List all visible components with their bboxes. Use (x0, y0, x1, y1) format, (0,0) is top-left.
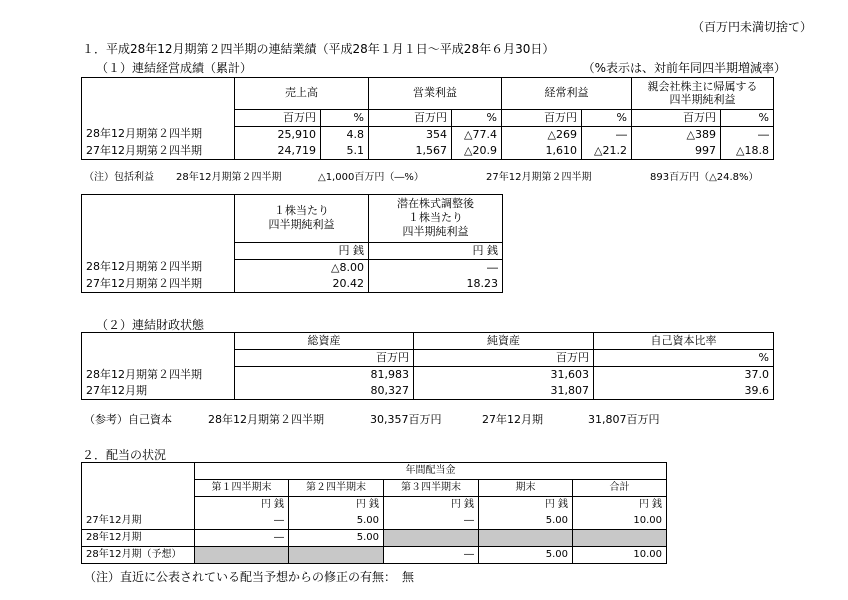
table-row (82, 530, 667, 547)
header-operating-income: 営業利益 (369, 78, 502, 110)
equity-prior-value: 31,807百万円 (588, 413, 660, 426)
unit-cell: 円 銭 (289, 497, 384, 514)
cell: 5.00 (479, 513, 573, 530)
header-total: 合計 (573, 480, 667, 497)
cell: 18.23 (369, 276, 503, 293)
comprehensive-income-prior-value: 893百万円（△24.8%） (650, 172, 759, 183)
corner-cell (82, 463, 195, 480)
empty-cell (82, 497, 195, 514)
header-total-assets: 総資産 (235, 333, 414, 350)
header-net-income (632, 78, 774, 110)
cell: 25,910 (235, 126, 321, 143)
empty-cell (82, 350, 235, 367)
cell: 10.00 (573, 513, 667, 530)
empty-cell (82, 480, 195, 497)
header-net-assets: 純資産 (414, 333, 594, 350)
unit-cell: % (721, 109, 774, 126)
header-eps (235, 195, 369, 243)
corner-cell (82, 333, 235, 350)
row-label: 28年12月期第２四半期 (82, 126, 235, 143)
unit-note: （百万円未満切捨て） (691, 20, 812, 34)
cell: 354 (369, 126, 452, 143)
unit-cell: 百万円 (502, 109, 582, 126)
cell: 5.00 (289, 513, 384, 530)
unit-cell: 円 銭 (573, 497, 667, 514)
unit-cell: % (321, 109, 369, 126)
shaded-cell (384, 530, 479, 547)
header-eps-line1: １株当たり (274, 204, 329, 218)
cell: 31,807 (414, 383, 594, 400)
row-label: 28年12月期第２四半期 (82, 367, 235, 384)
section-2-title: ２．配当の状況 (82, 448, 167, 462)
unit-cell: % (594, 350, 774, 367)
cell: △18.8 (721, 143, 774, 160)
header-equity-ratio: 自己資本比率 (594, 333, 774, 350)
cell: 5.1 (321, 143, 369, 160)
eps-table (81, 194, 503, 293)
unit-cell: % (452, 109, 502, 126)
header-diluted-eps (369, 195, 503, 243)
cell: 39.6 (594, 383, 774, 400)
shaded-cell (195, 547, 289, 564)
subsection-1-title: （１）連結経営成績（累計） (96, 61, 253, 75)
financial-position-table (81, 332, 774, 400)
cell: 80,327 (235, 383, 414, 400)
unit-cell: 百万円 (632, 109, 721, 126)
header-ordinary-income: 経常利益 (502, 78, 632, 110)
comprehensive-income-label: （注）包括利益 (84, 172, 154, 183)
equity-current-period: 28年12月期第２四半期 (208, 413, 324, 426)
empty-cell (82, 109, 235, 126)
cell: 1,567 (369, 143, 452, 160)
cell: 5.00 (479, 547, 573, 564)
unit-cell: 円 銭 (479, 497, 573, 514)
unit-cell: 円 銭 (384, 497, 479, 514)
header-diluted-eps-line2: １株当たり (408, 211, 463, 225)
unit-cell: 円 銭 (369, 242, 503, 259)
shaded-cell (289, 547, 384, 564)
cell: △269 (502, 126, 582, 143)
cell: △77.4 (452, 126, 502, 143)
header-q3-end: 第３四半期末 (384, 480, 479, 497)
row-label: 28年12月期 (82, 530, 195, 547)
cell: 1,610 (502, 143, 582, 160)
header-net-income-line1: 親会社株主に帰属する (647, 80, 758, 94)
comprehensive-income-current-value: △1,000百万円（―%） (318, 172, 424, 183)
cell: 10.00 (573, 547, 667, 564)
cell: 4.8 (321, 126, 369, 143)
equity-label: （参考）自己資本 (84, 413, 172, 426)
cell: 31,603 (414, 367, 594, 384)
unit-cell: 円 銭 (195, 497, 289, 514)
row-label: 28年12月期（予想） (82, 547, 195, 564)
header-diluted-eps-line3: 四半期純利益 (402, 225, 469, 239)
cell: ― (195, 530, 289, 547)
row-label: 27年12月期第２四半期 (82, 143, 235, 160)
dividend-table (81, 462, 667, 564)
cell: △8.00 (235, 259, 369, 276)
header-sales: 売上高 (235, 78, 369, 110)
subsection-2-title: （２）連結財政状態 (96, 318, 205, 332)
unit-cell: 百万円 (414, 350, 594, 367)
section-1-title: １．平成28年12月期第２四半期の連結業績（平成28年１月１日～平成28年６月30日） (82, 42, 555, 56)
table-row (82, 547, 667, 564)
unit-cell: 百万円 (369, 109, 452, 126)
shaded-cell (479, 530, 573, 547)
comprehensive-income-prior-period: 27年12月期第２四半期 (486, 172, 592, 183)
comprehensive-income-current-period: 28年12月期第２四半期 (176, 172, 282, 183)
row-label: 27年12月期 (82, 383, 235, 400)
header-net-income-line2: 四半期純利益 (669, 93, 736, 107)
cell: ― (369, 259, 503, 276)
cell: 997 (632, 143, 721, 160)
operating-results-table (81, 77, 774, 160)
cell: 24,719 (235, 143, 321, 160)
percent-note: （%表示は、対前年同四半期増減率） (582, 61, 786, 75)
cell: ― (384, 547, 479, 564)
empty-cell (82, 242, 235, 259)
cell: 20.42 (235, 276, 369, 293)
cell: 37.0 (594, 367, 774, 384)
unit-cell: 円 銭 (235, 242, 369, 259)
corner-cell (82, 78, 235, 110)
corner-cell (82, 195, 235, 243)
equity-prior-period: 27年12月期 (482, 413, 543, 426)
equity-current-value: 30,357百万円 (370, 413, 442, 426)
unit-cell: % (582, 109, 632, 126)
table-row (82, 126, 774, 143)
header-q1-end: 第１四半期末 (195, 480, 289, 497)
cell: ― (582, 126, 632, 143)
row-label: 27年12月期第２四半期 (82, 276, 235, 293)
header-diluted-eps-line1: 潜在株式調整後 (397, 197, 474, 211)
cell: ― (195, 513, 289, 530)
table-row (82, 513, 667, 530)
unit-cell: 百万円 (235, 350, 414, 367)
table-row (82, 276, 503, 293)
shaded-cell (573, 530, 667, 547)
header-q2-end: 第２四半期末 (289, 480, 384, 497)
table-row (82, 383, 774, 400)
unit-cell: 百万円 (235, 109, 321, 126)
header-year-end: 期末 (479, 480, 573, 497)
table-row (82, 259, 503, 276)
table-row (82, 367, 774, 384)
cell: 5.00 (289, 530, 384, 547)
cell: △20.9 (452, 143, 502, 160)
cell: △21.2 (582, 143, 632, 160)
cell: △389 (632, 126, 721, 143)
header-annual-dividend: 年間配当金 (195, 463, 667, 480)
row-label: 28年12月期第２四半期 (82, 259, 235, 276)
header-eps-line2: 四半期純利益 (268, 218, 335, 232)
dividend-revision-note: （注）直近に公表されている配当予想からの修正の有無： 無 (84, 570, 415, 584)
cell: ― (384, 513, 479, 530)
cell: ― (721, 126, 774, 143)
row-label: 27年12月期 (82, 513, 195, 530)
cell: 81,983 (235, 367, 414, 384)
table-row (82, 143, 774, 160)
